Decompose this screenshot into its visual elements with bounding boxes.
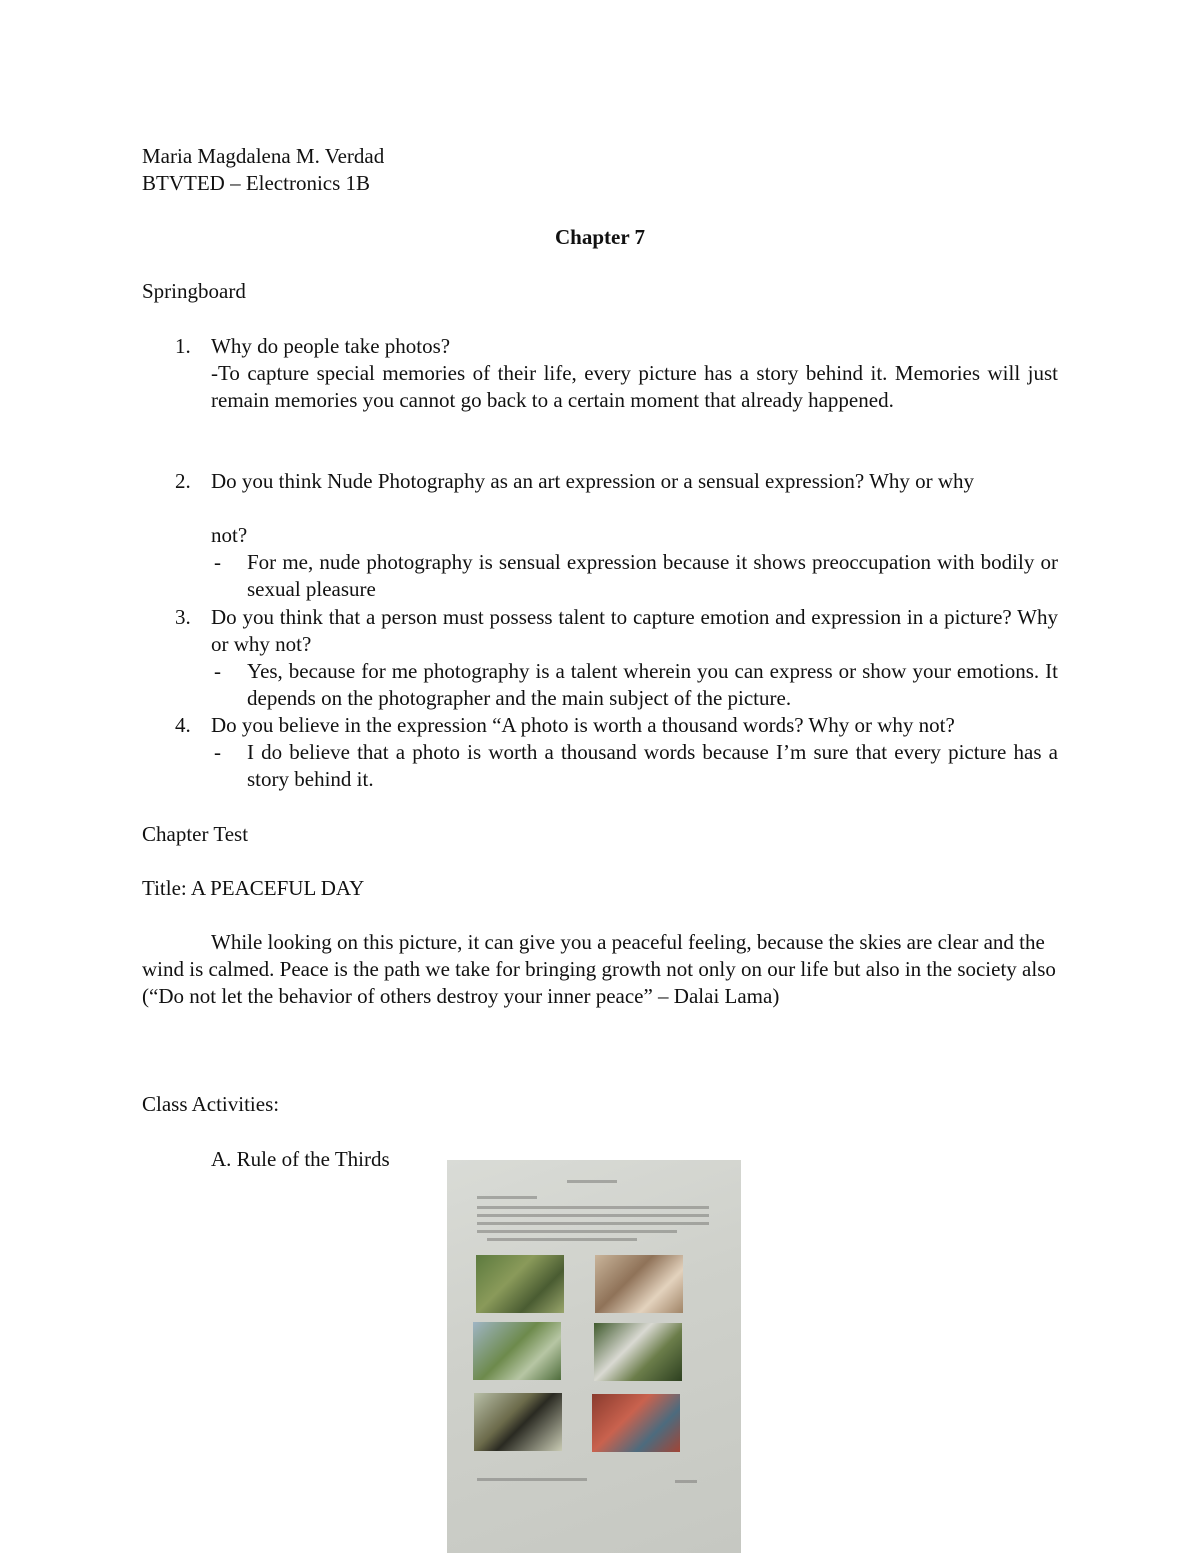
question-text-line1: Do you think Nude Photography as an art expression or a sensual expression? Why or why xyxy=(211,469,975,493)
thumbnail-image xyxy=(592,1394,680,1452)
sheet-text-line xyxy=(477,1230,677,1233)
answer-text: For me, nude photography is sensual expression because it shows preoccupation with bodily or sexual pleasure xyxy=(247,550,1058,601)
sheet-text-line xyxy=(487,1238,637,1241)
answer-text: Yes, because for me photography is a talent wherein you can express or show your emotions. It depends on the photographer and the main subject of the picture. xyxy=(247,659,1058,710)
thumbnail-image xyxy=(476,1255,564,1313)
thumbnail-image xyxy=(594,1323,682,1381)
bullet-dash: - xyxy=(214,740,221,764)
worksheet-sheet xyxy=(447,1160,741,1553)
sheet-footer-line xyxy=(477,1478,587,1481)
bullet-dash: - xyxy=(214,659,221,683)
question-text: Do you think that a person must possess talent to capture emotion and expression in a picture? Why or why not? xyxy=(211,605,1058,656)
chapter-title: Chapter 7 xyxy=(554,225,646,249)
class-activities-heading: Class Activities: xyxy=(142,1092,280,1116)
chapter-test-title: Title: A PEACEFUL DAY xyxy=(142,876,365,900)
thumbnail-image xyxy=(595,1255,683,1313)
activity-item-a: A. Rule of the Thirds xyxy=(211,1147,390,1171)
chapter-test-paragraph: While looking on this picture, it can give you a peaceful feeling, because the skies are clear and the wind is calmed. Peace is the path we take for bringing growth not only on our life but also in the society also (“Do not let the behavior of others destroy your inner peace” – Dalai Lama) xyxy=(142,930,1056,1008)
question-number: 3. xyxy=(175,605,191,629)
question-text: Why do people take photos? xyxy=(211,334,451,358)
answer-text: I do believe that a photo is worth a thousand words because I’m sure that every picture has a story behind it. xyxy=(247,740,1058,791)
thumbnail-image xyxy=(474,1393,562,1451)
sheet-text-line xyxy=(477,1196,537,1199)
sheet-text-line xyxy=(567,1180,617,1183)
sheet-text-line xyxy=(477,1214,709,1217)
answer-text: -To capture special memories of their life, every picture has a story behind it. Memories will just remain memories you cannot go back to a certain moment that already happened. xyxy=(211,361,1058,412)
course-section: BTVTED – Electronics 1B xyxy=(142,171,371,195)
thumbnail-image xyxy=(473,1322,561,1380)
sheet-footer-line xyxy=(675,1480,697,1483)
question-text: Do you believe in the expression “A photo is worth a thousand words? Why or why not? xyxy=(211,713,955,737)
chapter-test-heading: Chapter Test xyxy=(142,822,249,846)
sheet-text-line xyxy=(477,1222,709,1225)
bullet-dash: - xyxy=(214,550,221,574)
question-number: 1. xyxy=(175,334,191,358)
worksheet-photo xyxy=(447,1160,741,1553)
sheet-text-line xyxy=(477,1206,709,1209)
question-number: 4. xyxy=(175,713,191,737)
student-name: Maria Magdalena M. Verdad xyxy=(142,144,385,168)
springboard-heading: Springboard xyxy=(142,279,246,303)
question-text-line2: not? xyxy=(211,523,248,547)
question-number: 2. xyxy=(175,469,191,493)
